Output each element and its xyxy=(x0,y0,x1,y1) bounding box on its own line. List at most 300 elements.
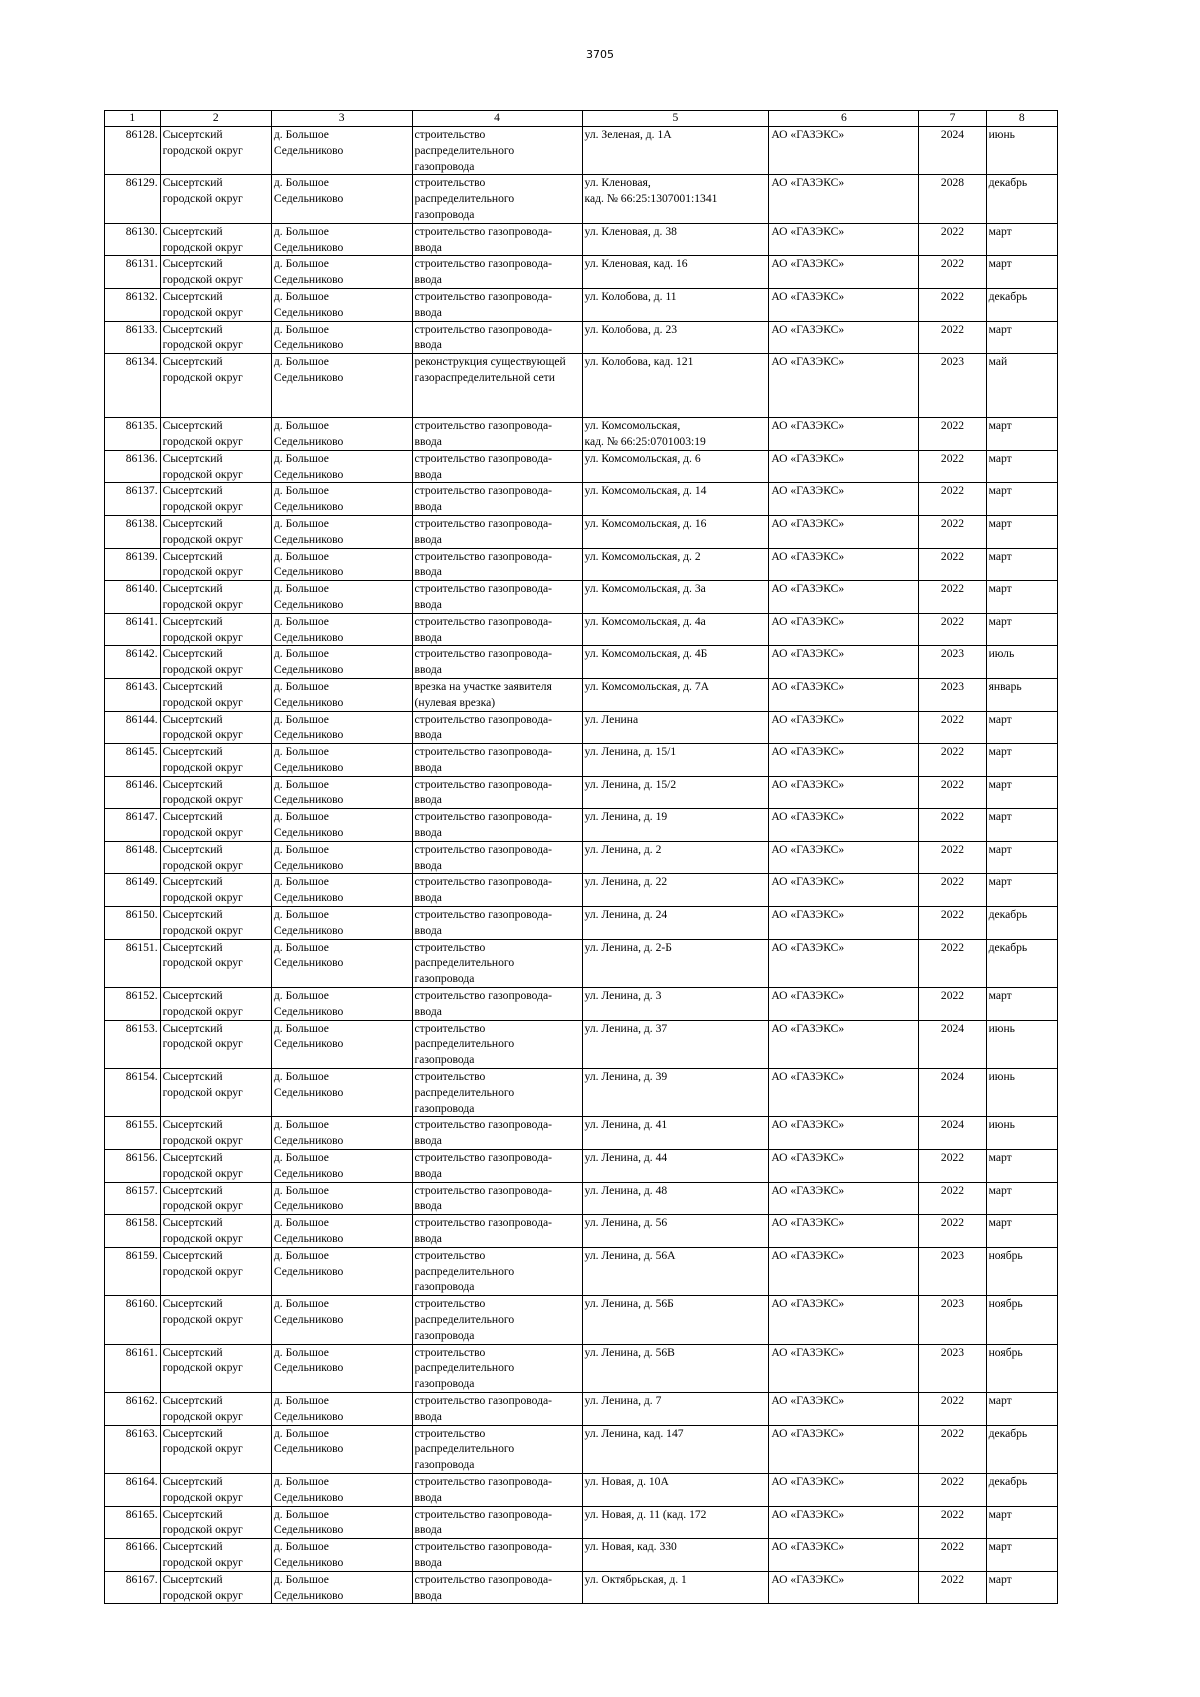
month-cell: ноябрь xyxy=(986,1247,1057,1295)
organization-cell: АО «ГАЗЭКС» xyxy=(769,354,919,418)
organization-cell: АО «ГАЗЭКС» xyxy=(769,1539,919,1572)
locality-cell: д. Большое Седельниково xyxy=(271,841,412,874)
district-cell: Сысертский городской округ xyxy=(160,256,271,289)
locality-cell: д. Большое Седельниково xyxy=(271,175,412,223)
column-header: 5 xyxy=(582,111,769,127)
address-cell: ул. Ленина, д. 48 xyxy=(582,1182,769,1215)
month-cell: июнь xyxy=(986,1117,1057,1150)
table-row xyxy=(105,548,1058,581)
locality-cell: д. Большое Седельниково xyxy=(271,809,412,842)
row-number-cell: 86157. xyxy=(105,1182,161,1215)
district-cell: Сысертский городской округ xyxy=(160,515,271,548)
address-cell: ул. Колобова, д. 11 xyxy=(582,288,769,321)
locality-cell: д. Большое Седельниково xyxy=(271,1215,412,1248)
column-header: 2 xyxy=(160,111,271,127)
work-type-cell: строительство газопровода- ввода xyxy=(412,515,582,548)
table-body xyxy=(105,127,1058,1604)
work-type-cell: строительство газопровода- ввода xyxy=(412,1392,582,1425)
work-type-cell: строительство газопровода- ввода xyxy=(412,841,582,874)
organization-cell: АО «ГАЗЭКС» xyxy=(769,1150,919,1183)
row-number-cell: 86162. xyxy=(105,1392,161,1425)
organization-cell: АО «ГАЗЭКС» xyxy=(769,678,919,711)
year-cell: 2022 xyxy=(919,483,986,516)
table-row xyxy=(105,256,1058,289)
year-cell: 2022 xyxy=(919,256,986,289)
address-cell: ул. Ленина, д. 56А xyxy=(582,1247,769,1295)
table-row xyxy=(105,1117,1058,1150)
work-type-cell: строительство газопровода- ввода xyxy=(412,613,582,646)
year-cell: 2022 xyxy=(919,515,986,548)
work-type-cell: строительство газопровода- ввода xyxy=(412,988,582,1021)
month-cell: декабрь xyxy=(986,1473,1057,1506)
work-type-cell: строительство газопровода- ввода xyxy=(412,809,582,842)
organization-cell: АО «ГАЗЭКС» xyxy=(769,1506,919,1539)
locality-cell: д. Большое Седельниково xyxy=(271,515,412,548)
month-cell: декабрь xyxy=(986,1425,1057,1473)
month-cell: июнь xyxy=(986,127,1057,175)
address-cell: ул. Ленина, д. 24 xyxy=(582,907,769,940)
row-number-cell: 86149. xyxy=(105,874,161,907)
year-cell: 2022 xyxy=(919,1473,986,1506)
organization-cell: АО «ГАЗЭКС» xyxy=(769,581,919,614)
locality-cell: д. Большое Седельниково xyxy=(271,548,412,581)
work-type-cell: реконструкция существующей газораспределительной сети xyxy=(412,354,582,418)
address-cell: ул. Ленина, д. 3 xyxy=(582,988,769,1021)
month-cell: март xyxy=(986,744,1057,777)
year-cell: 2022 xyxy=(919,581,986,614)
organization-cell: АО «ГАЗЭКС» xyxy=(769,776,919,809)
address-cell: ул. Комсомольская, д. 6 xyxy=(582,450,769,483)
table-row xyxy=(105,1247,1058,1295)
row-number-cell: 86131. xyxy=(105,256,161,289)
row-number-cell: 86148. xyxy=(105,841,161,874)
locality-cell: д. Большое Седельниково xyxy=(271,1117,412,1150)
row-number-cell: 86158. xyxy=(105,1215,161,1248)
work-type-cell: строительство распределительного газопровода xyxy=(412,1247,582,1295)
address-cell: ул. Кленовая, д. 38 xyxy=(582,223,769,256)
table-row xyxy=(105,288,1058,321)
organization-cell: АО «ГАЗЭКС» xyxy=(769,744,919,777)
district-cell: Сысертский городской округ xyxy=(160,1473,271,1506)
row-number-cell: 86143. xyxy=(105,678,161,711)
locality-cell: д. Большое Седельниково xyxy=(271,1182,412,1215)
row-number-cell: 86137. xyxy=(105,483,161,516)
table-row xyxy=(105,646,1058,679)
year-cell: 2022 xyxy=(919,1150,986,1183)
organization-cell: АО «ГАЗЭКС» xyxy=(769,450,919,483)
organization-cell: АО «ГАЗЭКС» xyxy=(769,321,919,354)
year-cell: 2022 xyxy=(919,223,986,256)
district-cell: Сысертский городской округ xyxy=(160,988,271,1021)
locality-cell: д. Большое Седельниково xyxy=(271,744,412,777)
row-number-cell: 86146. xyxy=(105,776,161,809)
year-cell: 2022 xyxy=(919,711,986,744)
organization-cell: АО «ГАЗЭКС» xyxy=(769,1117,919,1150)
table-row xyxy=(105,483,1058,516)
row-number-cell: 86128. xyxy=(105,127,161,175)
row-number-cell: 86154. xyxy=(105,1069,161,1117)
row-number-cell: 86133. xyxy=(105,321,161,354)
district-cell: Сысертский городской округ xyxy=(160,646,271,679)
work-type-cell: строительство газопровода- ввода xyxy=(412,321,582,354)
locality-cell: д. Большое Седельниково xyxy=(271,1571,412,1604)
table-row xyxy=(105,1344,1058,1392)
work-type-cell: строительство газопровода- ввода xyxy=(412,223,582,256)
district-cell: Сысертский городской округ xyxy=(160,175,271,223)
work-type-cell: строительство газопровода- ввода xyxy=(412,450,582,483)
month-cell: март xyxy=(986,1182,1057,1215)
organization-cell: АО «ГАЗЭКС» xyxy=(769,939,919,987)
table-row xyxy=(105,1392,1058,1425)
table-row xyxy=(105,223,1058,256)
address-cell: ул. Ленина, д. 22 xyxy=(582,874,769,907)
district-cell: Сысертский городской округ xyxy=(160,1182,271,1215)
locality-cell: д. Большое Седельниково xyxy=(271,450,412,483)
locality-cell: д. Большое Седельниково xyxy=(271,678,412,711)
work-type-cell: строительство газопровода- ввода xyxy=(412,581,582,614)
row-number-cell: 86150. xyxy=(105,907,161,940)
district-cell: Сысертский городской округ xyxy=(160,450,271,483)
locality-cell: д. Большое Седельниково xyxy=(271,223,412,256)
year-cell: 2024 xyxy=(919,127,986,175)
work-type-cell: строительство газопровода- ввода xyxy=(412,1506,582,1539)
address-cell: ул. Ленина, д. 15/1 xyxy=(582,744,769,777)
year-cell: 2022 xyxy=(919,988,986,1021)
table-row xyxy=(105,809,1058,842)
row-number-cell: 86156. xyxy=(105,1150,161,1183)
row-number-cell: 86166. xyxy=(105,1539,161,1572)
district-cell: Сысертский городской округ xyxy=(160,483,271,516)
year-cell: 2022 xyxy=(919,288,986,321)
column-header: 6 xyxy=(769,111,919,127)
address-cell: ул. Ленина, д. 41 xyxy=(582,1117,769,1150)
work-type-cell: строительство газопровода- ввода xyxy=(412,1150,582,1183)
address-cell: ул. Колобова, д. 23 xyxy=(582,321,769,354)
address-cell: ул. Ленина, д. 56 xyxy=(582,1215,769,1248)
organization-cell: АО «ГАЗЭКС» xyxy=(769,1182,919,1215)
table-row xyxy=(105,939,1058,987)
locality-cell: д. Большое Седельниково xyxy=(271,1296,412,1344)
work-type-cell: строительство газопровода- ввода xyxy=(412,1182,582,1215)
locality-cell: д. Большое Седельниково xyxy=(271,418,412,451)
locality-cell: д. Большое Седельниково xyxy=(271,907,412,940)
year-cell: 2022 xyxy=(919,776,986,809)
table-row xyxy=(105,776,1058,809)
work-type-cell: строительство распределительного газопровода xyxy=(412,1344,582,1392)
district-cell: Сысертский городской округ xyxy=(160,744,271,777)
address-cell: ул. Ленина, д. 56Б xyxy=(582,1296,769,1344)
year-cell: 2022 xyxy=(919,1506,986,1539)
organization-cell: АО «ГАЗЭКС» xyxy=(769,175,919,223)
year-cell: 2022 xyxy=(919,1392,986,1425)
table-row xyxy=(105,1069,1058,1117)
address-cell: ул. Октябрьская, д. 1 xyxy=(582,1571,769,1604)
month-cell: март xyxy=(986,711,1057,744)
column-header: 7 xyxy=(919,111,986,127)
year-cell: 2022 xyxy=(919,1215,986,1248)
column-header: 8 xyxy=(986,111,1057,127)
table-row xyxy=(105,515,1058,548)
month-cell: март xyxy=(986,613,1057,646)
table-row xyxy=(105,1150,1058,1183)
row-number-cell: 86141. xyxy=(105,613,161,646)
work-type-cell: строительство газопровода- ввода xyxy=(412,1215,582,1248)
row-number-cell: 86151. xyxy=(105,939,161,987)
district-cell: Сысертский городской округ xyxy=(160,1020,271,1068)
address-cell: ул. Ленина, д. 2 xyxy=(582,841,769,874)
year-cell: 2022 xyxy=(919,1571,986,1604)
work-type-cell: строительство газопровода- ввода xyxy=(412,418,582,451)
row-number-cell: 86140. xyxy=(105,581,161,614)
year-cell: 2024 xyxy=(919,1069,986,1117)
row-number-cell: 86159. xyxy=(105,1247,161,1295)
row-number-cell: 86164. xyxy=(105,1473,161,1506)
table-row xyxy=(105,874,1058,907)
work-type-cell: строительство газопровода- ввода xyxy=(412,874,582,907)
district-cell: Сысертский городской округ xyxy=(160,354,271,418)
year-cell: 2023 xyxy=(919,1296,986,1344)
work-type-cell: строительство распределительного газопровода xyxy=(412,127,582,175)
locality-cell: д. Большое Седельниково xyxy=(271,711,412,744)
month-cell: март xyxy=(986,321,1057,354)
year-cell: 2028 xyxy=(919,175,986,223)
month-cell: март xyxy=(986,1215,1057,1248)
district-cell: Сысертский городской округ xyxy=(160,1425,271,1473)
month-cell: ноябрь xyxy=(986,1296,1057,1344)
row-number-cell: 86144. xyxy=(105,711,161,744)
work-type-cell: строительство газопровода- ввода xyxy=(412,646,582,679)
organization-cell: АО «ГАЗЭКС» xyxy=(769,988,919,1021)
table-row xyxy=(105,1215,1058,1248)
organization-cell: АО «ГАЗЭКС» xyxy=(769,809,919,842)
month-cell: декабрь xyxy=(986,939,1057,987)
organization-cell: АО «ГАЗЭКС» xyxy=(769,1069,919,1117)
row-number-cell: 86138. xyxy=(105,515,161,548)
month-cell: март xyxy=(986,809,1057,842)
month-cell: март xyxy=(986,1571,1057,1604)
table-row xyxy=(105,321,1058,354)
address-cell: ул. Ленина, д. 37 xyxy=(582,1020,769,1068)
address-cell: ул. Комсомольская, д. 2 xyxy=(582,548,769,581)
district-cell: Сысертский городской округ xyxy=(160,127,271,175)
year-cell: 2022 xyxy=(919,450,986,483)
table-row xyxy=(105,678,1058,711)
district-cell: Сысертский городской округ xyxy=(160,1215,271,1248)
district-cell: Сысертский городской округ xyxy=(160,776,271,809)
work-type-cell: строительство газопровода- ввода xyxy=(412,288,582,321)
year-cell: 2024 xyxy=(919,1117,986,1150)
work-type-cell: строительство газопровода- ввода xyxy=(412,1571,582,1604)
year-cell: 2022 xyxy=(919,874,986,907)
month-cell: март xyxy=(986,988,1057,1021)
month-cell: январь xyxy=(986,678,1057,711)
work-type-cell: строительство газопровода- ввода xyxy=(412,1539,582,1572)
organization-cell: АО «ГАЗЭКС» xyxy=(769,907,919,940)
year-cell: 2023 xyxy=(919,678,986,711)
district-cell: Сысертский городской округ xyxy=(160,1392,271,1425)
address-cell: ул. Комсомольская, д. 16 xyxy=(582,515,769,548)
work-type-cell: строительство газопровода- ввода xyxy=(412,548,582,581)
table-row xyxy=(105,354,1058,418)
month-cell: март xyxy=(986,1392,1057,1425)
month-cell: март xyxy=(986,1539,1057,1572)
address-cell: ул. Кленовая, кад. 16 xyxy=(582,256,769,289)
district-cell: Сысертский городской округ xyxy=(160,1296,271,1344)
month-cell: март xyxy=(986,581,1057,614)
organization-cell: АО «ГАЗЭКС» xyxy=(769,418,919,451)
table-row xyxy=(105,1473,1058,1506)
month-cell: март xyxy=(986,256,1057,289)
address-cell: ул. Кленовая, кад. № 66:25:1307001:1341 xyxy=(582,175,769,223)
district-cell: Сысертский городской округ xyxy=(160,548,271,581)
address-cell: ул. Ленина xyxy=(582,711,769,744)
work-type-cell: строительство газопровода- ввода xyxy=(412,1473,582,1506)
year-cell: 2022 xyxy=(919,1182,986,1215)
row-number-cell: 86163. xyxy=(105,1425,161,1473)
district-cell: Сысертский городской округ xyxy=(160,841,271,874)
address-cell: ул. Комсомольская, д. 7А xyxy=(582,678,769,711)
table-row xyxy=(105,1425,1058,1473)
row-number-cell: 86145. xyxy=(105,744,161,777)
table-row xyxy=(105,711,1058,744)
row-number-cell: 86142. xyxy=(105,646,161,679)
row-number-cell: 86139. xyxy=(105,548,161,581)
work-type-cell: строительство распределительного газопровода xyxy=(412,939,582,987)
registry-table xyxy=(104,110,1058,1604)
organization-cell: АО «ГАЗЭКС» xyxy=(769,127,919,175)
work-type-cell: строительство газопровода- ввода xyxy=(412,483,582,516)
locality-cell: д. Большое Седельниково xyxy=(271,646,412,679)
locality-cell: д. Большое Седельниково xyxy=(271,1392,412,1425)
district-cell: Сысертский городской округ xyxy=(160,809,271,842)
work-type-cell: строительство газопровода- ввода xyxy=(412,1117,582,1150)
district-cell: Сысертский городской округ xyxy=(160,288,271,321)
table-row xyxy=(105,988,1058,1021)
locality-cell: д. Большое Седельниково xyxy=(271,256,412,289)
year-cell: 2023 xyxy=(919,646,986,679)
organization-cell: АО «ГАЗЭКС» xyxy=(769,1020,919,1068)
row-number-cell: 86136. xyxy=(105,450,161,483)
year-cell: 2023 xyxy=(919,354,986,418)
table-row xyxy=(105,450,1058,483)
work-type-cell: врезка на участке заявителя (нулевая врезка) xyxy=(412,678,582,711)
table-row xyxy=(105,613,1058,646)
row-number-cell: 86165. xyxy=(105,1506,161,1539)
district-cell: Сысертский городской округ xyxy=(160,613,271,646)
month-cell: декабрь xyxy=(986,907,1057,940)
work-type-cell: строительство газопровода- ввода xyxy=(412,907,582,940)
table-row xyxy=(105,1539,1058,1572)
year-cell: 2022 xyxy=(919,1539,986,1572)
district-cell: Сысертский городской округ xyxy=(160,581,271,614)
locality-cell: д. Большое Седельниково xyxy=(271,874,412,907)
district-cell: Сысертский городской округ xyxy=(160,939,271,987)
work-type-cell: строительство газопровода- ввода xyxy=(412,711,582,744)
row-number-cell: 86130. xyxy=(105,223,161,256)
district-cell: Сысертский городской округ xyxy=(160,1150,271,1183)
organization-cell: АО «ГАЗЭКС» xyxy=(769,646,919,679)
column-header: 4 xyxy=(412,111,582,127)
locality-cell: д. Большое Седельниково xyxy=(271,1425,412,1473)
page-number: 3705 xyxy=(586,48,614,61)
organization-cell: АО «ГАЗЭКС» xyxy=(769,1215,919,1248)
table-row xyxy=(105,175,1058,223)
column-header: 3 xyxy=(271,111,412,127)
table-row xyxy=(105,1020,1058,1068)
month-cell: декабрь xyxy=(986,175,1057,223)
work-type-cell: строительство распределительного газопровода xyxy=(412,1069,582,1117)
month-cell: март xyxy=(986,874,1057,907)
organization-cell: АО «ГАЗЭКС» xyxy=(769,288,919,321)
district-cell: Сысертский городской округ xyxy=(160,1069,271,1117)
address-cell: ул. Новая, д. 10А xyxy=(582,1473,769,1506)
table-row xyxy=(105,907,1058,940)
header-row xyxy=(105,111,1058,127)
row-number-cell: 86155. xyxy=(105,1117,161,1150)
organization-cell: АО «ГАЗЭКС» xyxy=(769,223,919,256)
locality-cell: д. Большое Седельниково xyxy=(271,939,412,987)
address-cell: ул. Ленина, д. 2-Б xyxy=(582,939,769,987)
year-cell: 2022 xyxy=(919,907,986,940)
month-cell: март xyxy=(986,841,1057,874)
month-cell: май xyxy=(986,354,1057,418)
month-cell: июнь xyxy=(986,1069,1057,1117)
year-cell: 2023 xyxy=(919,1344,986,1392)
work-type-cell: строительство распределительного газопровода xyxy=(412,1425,582,1473)
work-type-cell: строительство газопровода- ввода xyxy=(412,744,582,777)
district-cell: Сысертский городской округ xyxy=(160,1344,271,1392)
table-row xyxy=(105,581,1058,614)
address-cell: ул. Ленина, кад. 147 xyxy=(582,1425,769,1473)
district-cell: Сысертский городской округ xyxy=(160,874,271,907)
row-number-cell: 86132. xyxy=(105,288,161,321)
column-header: 1 xyxy=(105,111,161,127)
organization-cell: АО «ГАЗЭКС» xyxy=(769,1425,919,1473)
table-row xyxy=(105,127,1058,175)
month-cell: март xyxy=(986,515,1057,548)
year-cell: 2022 xyxy=(919,939,986,987)
district-cell: Сысертский городской округ xyxy=(160,1247,271,1295)
locality-cell: д. Большое Седельниково xyxy=(271,483,412,516)
work-type-cell: строительство распределительного газопровода xyxy=(412,175,582,223)
year-cell: 2022 xyxy=(919,418,986,451)
row-number-cell: 86147. xyxy=(105,809,161,842)
address-cell: ул. Новая, д. 11 (кад. 172 xyxy=(582,1506,769,1539)
district-cell: Сысертский городской округ xyxy=(160,223,271,256)
locality-cell: д. Большое Седельниково xyxy=(271,613,412,646)
locality-cell: д. Большое Седельниково xyxy=(271,776,412,809)
locality-cell: д. Большое Седельниково xyxy=(271,1473,412,1506)
address-cell: ул. Комсомольская, д. 3а xyxy=(582,581,769,614)
row-number-cell: 86129. xyxy=(105,175,161,223)
locality-cell: д. Большое Седельниково xyxy=(271,1344,412,1392)
locality-cell: д. Большое Седельниково xyxy=(271,1506,412,1539)
organization-cell: АО «ГАЗЭКС» xyxy=(769,613,919,646)
month-cell: март xyxy=(986,548,1057,581)
address-cell: ул. Колобова, кад. 121 xyxy=(582,354,769,418)
locality-cell: д. Большое Седельниково xyxy=(271,581,412,614)
year-cell: 2023 xyxy=(919,1247,986,1295)
organization-cell: АО «ГАЗЭКС» xyxy=(769,1296,919,1344)
organization-cell: АО «ГАЗЭКС» xyxy=(769,483,919,516)
address-cell: ул. Ленина, д. 19 xyxy=(582,809,769,842)
year-cell: 2022 xyxy=(919,548,986,581)
address-cell: ул. Ленина, д. 56В xyxy=(582,1344,769,1392)
locality-cell: д. Большое Седельниково xyxy=(271,988,412,1021)
work-type-cell: строительство газопровода- ввода xyxy=(412,776,582,809)
year-cell: 2024 xyxy=(919,1020,986,1068)
locality-cell: д. Большое Седельниково xyxy=(271,321,412,354)
